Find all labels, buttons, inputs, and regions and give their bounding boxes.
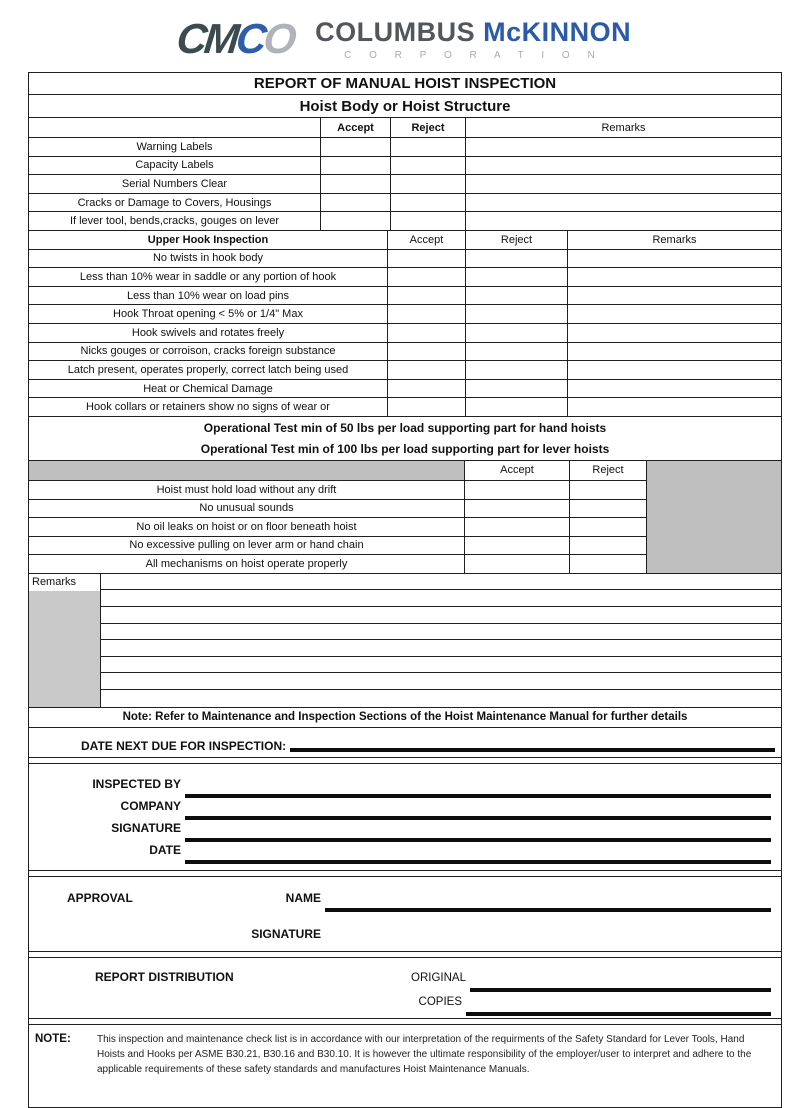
row-label: If lever tool, bends,cracks, gouges on lever xyxy=(29,212,321,230)
row-label: Latch present, operates properly, correct latch being used xyxy=(29,361,388,379)
table-row xyxy=(29,380,781,399)
table-row xyxy=(29,287,781,306)
remarks-label: Remarks xyxy=(32,576,77,589)
table-row xyxy=(29,537,646,556)
logo-mark-blue: C xyxy=(233,15,267,62)
row-label: Less than 10% wear on load pins xyxy=(29,287,388,305)
operational-header-row xyxy=(29,461,646,481)
row-label: Hoist must hold load without any drift xyxy=(29,481,465,499)
row-label: Heat or Chemical Damage xyxy=(29,380,388,398)
company-field[interactable] xyxy=(185,816,771,820)
reject-cell[interactable] xyxy=(466,361,568,379)
remarks-line[interactable] xyxy=(101,624,781,641)
reject-cell[interactable] xyxy=(570,555,646,573)
reject-cell[interactable] xyxy=(391,175,466,193)
brand-name-primary: COLUMBUS xyxy=(315,17,476,47)
reject-cell[interactable] xyxy=(391,194,466,212)
remarks-line[interactable] xyxy=(101,673,781,690)
accept-column-header: Accept xyxy=(388,231,466,249)
reject-cell[interactable] xyxy=(466,287,568,305)
table-row xyxy=(29,212,781,231)
reject-cell[interactable] xyxy=(466,250,568,268)
date-label: DATE xyxy=(149,842,181,857)
brand-header xyxy=(0,0,808,72)
section-divider xyxy=(29,757,781,764)
remarks-line[interactable] xyxy=(101,607,781,624)
reject-cell[interactable] xyxy=(466,343,568,361)
row-label: No twists in hook body xyxy=(29,250,388,268)
remarks-cell[interactable] xyxy=(466,138,781,156)
accept-cell[interactable] xyxy=(388,343,466,361)
table-row xyxy=(29,157,781,176)
report-distribution-section xyxy=(29,958,781,1018)
accept-cell[interactable] xyxy=(321,138,391,156)
remarks-column-header: Remarks xyxy=(601,121,646,134)
remarks-cell[interactable] xyxy=(568,398,781,416)
cmco-logo-icon xyxy=(174,15,296,62)
section-divider xyxy=(29,1018,781,1025)
gray-block xyxy=(646,461,781,574)
form-title: REPORT OF MANUAL HOIST INSPECTION xyxy=(29,73,781,95)
table-row xyxy=(29,555,646,574)
row-label: Serial Numbers Clear xyxy=(29,175,321,193)
operational-test-banner-2: Operational Test min of 100 lbs per load supporting part for lever hoists xyxy=(29,439,781,461)
brand-wordmark xyxy=(315,17,631,61)
accept-cell[interactable] xyxy=(321,212,391,230)
row-label: No oil leaks on hoist or on floor beneath hoist xyxy=(29,518,465,536)
original-field[interactable] xyxy=(470,988,771,992)
remarks-section xyxy=(29,574,781,707)
accept-cell[interactable] xyxy=(465,481,570,499)
approval-label: APPROVAL xyxy=(67,890,133,905)
remarks-cell[interactable] xyxy=(568,268,781,286)
row-label: Capacity Labels xyxy=(29,157,321,175)
company-label: COMPANY xyxy=(120,798,181,813)
section1-title: Hoist Body or Hoist Structure xyxy=(29,95,781,118)
reject-cell[interactable] xyxy=(391,212,466,230)
remarks-cell[interactable] xyxy=(568,324,781,342)
accept-cell[interactable] xyxy=(388,361,466,379)
remarks-line[interactable] xyxy=(101,690,781,707)
accept-cell[interactable] xyxy=(465,518,570,536)
section1-header-row xyxy=(29,118,781,138)
accept-cell[interactable] xyxy=(388,305,466,323)
remarks-cell[interactable] xyxy=(466,175,781,193)
accept-cell[interactable] xyxy=(388,287,466,305)
table-row xyxy=(29,343,781,362)
row-label: Warning Labels xyxy=(29,138,321,156)
reject-cell[interactable] xyxy=(466,398,568,416)
accept-cell[interactable] xyxy=(388,398,466,416)
reject-cell[interactable] xyxy=(466,324,568,342)
table-row xyxy=(29,518,646,537)
brand-subtitle: C O R P O R A T I O N xyxy=(344,50,603,61)
remarks-line[interactable] xyxy=(101,574,781,591)
row-label: No unusual sounds xyxy=(29,500,465,518)
remarks-line[interactable] xyxy=(101,657,781,674)
reject-cell[interactable] xyxy=(570,500,646,518)
remarks-line[interactable] xyxy=(101,640,781,657)
maintenance-note: Note: Refer to Maintenance and Inspection Sections of the Hoist Maintenance Manual for further details xyxy=(29,707,781,728)
row-label: Hook swivels and rotates freely xyxy=(29,324,388,342)
date-field[interactable] xyxy=(185,860,771,864)
reject-cell[interactable] xyxy=(570,481,646,499)
row-label: Cracks or Damage to Covers, Housings xyxy=(29,194,321,212)
footer-note-section xyxy=(29,1025,781,1107)
reject-cell[interactable] xyxy=(391,157,466,175)
remarks-cell[interactable] xyxy=(466,212,781,230)
date-next-due-field[interactable] xyxy=(290,748,775,752)
table-row xyxy=(29,361,781,380)
approval-name-field[interactable] xyxy=(325,908,771,912)
accept-cell[interactable] xyxy=(465,537,570,555)
remarks-cell[interactable] xyxy=(568,361,781,379)
table-row xyxy=(29,175,781,194)
reject-cell[interactable] xyxy=(570,518,646,536)
remarks-lines xyxy=(101,574,781,707)
table-row xyxy=(29,250,781,269)
remarks-cell[interactable] xyxy=(568,343,781,361)
reject-cell[interactable] xyxy=(570,537,646,555)
inspected-by-label: INSPECTED BY xyxy=(92,776,181,791)
accept-cell[interactable] xyxy=(388,380,466,398)
copies-label: COPIES xyxy=(418,995,462,1008)
table-row xyxy=(29,324,781,343)
table-row xyxy=(29,500,646,519)
approval-name-label: NAME xyxy=(285,890,321,905)
accept-cell[interactable] xyxy=(321,157,391,175)
footer-note-label: NOTE: xyxy=(35,1032,71,1045)
date-next-due-label: DATE NEXT DUE FOR INSPECTION: xyxy=(81,738,287,753)
inspector-fields xyxy=(29,764,781,870)
table-row xyxy=(29,268,781,287)
table-row xyxy=(29,305,781,324)
accept-cell[interactable] xyxy=(388,250,466,268)
copies-field[interactable] xyxy=(466,1012,771,1016)
reject-column-header: Reject xyxy=(592,464,624,477)
approval-section xyxy=(29,877,781,951)
accept-cell[interactable] xyxy=(321,194,391,212)
remarks-column-header: Remarks xyxy=(652,233,697,246)
accept-cell[interactable] xyxy=(321,175,391,193)
row-label: No excessive pulling on lever arm or hand chain xyxy=(29,537,465,555)
section-divider xyxy=(29,870,781,877)
section-divider xyxy=(29,951,781,958)
section2-title: Upper Hook Inspection xyxy=(29,231,388,249)
row-label: Less than 10% wear in saddle or any portion of hook xyxy=(29,268,388,286)
operational-test-banner-1: Operational Test min of 50 lbs per load supporting part for hand hoists xyxy=(203,420,607,435)
reject-cell[interactable] xyxy=(466,268,568,286)
table-row xyxy=(29,138,781,157)
reject-column-header: Reject xyxy=(391,118,466,137)
logo-mark-dark: CM xyxy=(174,15,239,62)
blank-header-cell xyxy=(29,118,321,137)
reject-cell[interactable] xyxy=(391,138,466,156)
gray-block xyxy=(29,591,100,707)
row-label: Nicks gouges or corroison, cracks foreign substance xyxy=(29,343,388,361)
accept-cell[interactable] xyxy=(388,324,466,342)
gray-spacer-cell xyxy=(29,461,465,480)
remarks-cell[interactable] xyxy=(568,380,781,398)
inspection-form xyxy=(28,72,782,1108)
report-distribution-label: REPORT DISTRIBUTION xyxy=(95,969,234,984)
reject-column-header: Reject xyxy=(466,231,568,249)
remarks-cell[interactable] xyxy=(568,287,781,305)
accept-column-header: Accept xyxy=(321,118,391,137)
accept-cell[interactable] xyxy=(465,500,570,518)
table-row xyxy=(29,481,646,500)
brand-name-secondary: McKINNON xyxy=(483,17,632,47)
remarks-cell[interactable] xyxy=(466,157,781,175)
operational-test-section xyxy=(29,461,781,574)
reject-cell[interactable] xyxy=(466,305,568,323)
approval-signature-label: SIGNATURE xyxy=(251,926,321,941)
accept-column-header: Accept xyxy=(465,461,570,480)
reject-cell[interactable] xyxy=(466,380,568,398)
row-label: Hook Throat opening < 5% or 1/4" Max xyxy=(29,305,388,323)
footer-note-text: This inspection and maintenance check list is in accordance with our interpretation of the requirments of the Safety Standard for Lever Tools, Hand Hoists and Hooks per ASME B30.21, B30.16 and B30.10. It is however the ultimate responsibility of the employer/user to interpret and adhere to the applicable requirements of these safety standards and manufactures Hoist Maintenance Manuals. xyxy=(97,1033,752,1076)
logo-mark-gray: O xyxy=(261,15,296,62)
table-row xyxy=(29,398,781,417)
row-label: All mechanisms on hoist operate properly xyxy=(29,555,465,573)
signature-field[interactable] xyxy=(185,838,771,842)
inspected-by-field[interactable] xyxy=(185,794,771,798)
accept-cell[interactable] xyxy=(388,268,466,286)
remarks-line[interactable] xyxy=(101,590,781,607)
accept-cell[interactable] xyxy=(465,555,570,573)
date-next-due-row xyxy=(29,728,781,757)
section2-header-row xyxy=(29,231,781,250)
signature-label: SIGNATURE xyxy=(111,820,181,835)
row-label: Hook collars or retainers show no signs of wear or xyxy=(29,398,388,416)
table-row xyxy=(29,194,781,213)
remarks-cell[interactable] xyxy=(466,194,781,212)
remarks-cell[interactable] xyxy=(568,250,781,268)
original-label: ORIGINAL xyxy=(411,971,466,984)
remarks-cell[interactable] xyxy=(568,305,781,323)
